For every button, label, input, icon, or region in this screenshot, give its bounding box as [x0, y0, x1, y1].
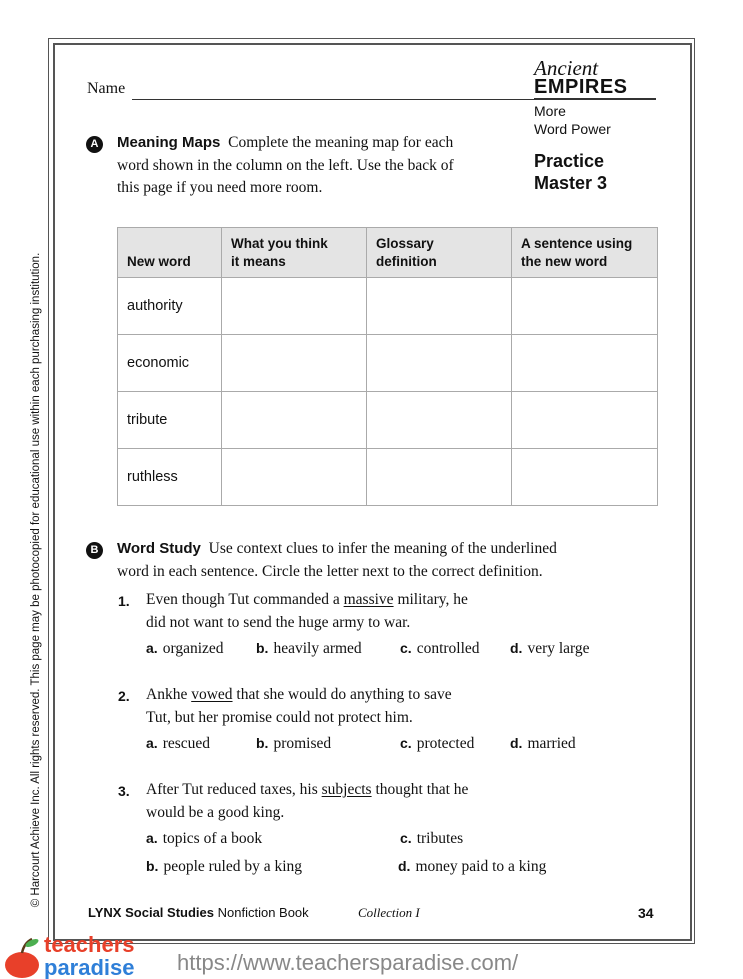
section-a-marker: A: [86, 136, 103, 153]
section-a-instructions: Meaning Maps Complete the meaning map for each word shown in the column on the left. Use the back of this page if you need more room.: [117, 134, 454, 196]
option-d[interactable]: d. very large: [510, 640, 590, 657]
table-row: [118, 335, 658, 392]
sentence-cell[interactable]: [512, 449, 658, 506]
table-row: [118, 392, 658, 449]
brand-divider: [534, 98, 656, 99]
definition-cell[interactable]: [367, 449, 512, 506]
option-c[interactable]: c. controlled: [400, 640, 480, 657]
section-a-heading: Meaning Maps: [117, 134, 221, 151]
definition-cell[interactable]: [367, 335, 512, 392]
question-3-text: After Tut reduced taxes, his subjects thought that he would be a good king.: [146, 781, 469, 821]
name-line[interactable]: [132, 99, 656, 100]
question-1-text: Even though Tut commanded a massive military, he did not want to send the huge army to war.: [146, 591, 468, 631]
header-what-you-think: What you think it means: [222, 228, 367, 278]
sentence-cell[interactable]: [512, 335, 658, 392]
option-d[interactable]: d. married: [510, 735, 576, 752]
option-b[interactable]: b. heavily armed: [256, 640, 362, 657]
section-b-heading: Word Study: [117, 540, 201, 557]
footer-book: Nonfiction Book: [217, 905, 309, 920]
logo-text-paradise: paradise: [44, 955, 135, 979]
word-cell: authority: [118, 278, 222, 335]
question-3-number: 3.: [118, 783, 130, 799]
option-a[interactable]: a. rescued: [146, 735, 211, 752]
footer-lynx: LYNX: [88, 905, 122, 920]
apple-icon: [5, 937, 40, 978]
question-2-number: 2.: [118, 688, 130, 704]
sentence-cell[interactable]: [512, 278, 658, 335]
header-new-word: New word: [118, 228, 222, 278]
header-glossary-definition: Glossary definition: [367, 228, 512, 278]
option-c[interactable]: c. tributes: [400, 830, 464, 847]
subtitle-line1: More: [534, 103, 566, 119]
subtitle-line2: Word Power: [534, 121, 611, 137]
option-b[interactable]: b. promised: [256, 735, 332, 752]
page-number: 34: [638, 905, 654, 921]
option-a[interactable]: a. organized: [146, 640, 224, 657]
footer-subject: Social Studies: [125, 905, 214, 920]
word-cell: tribute: [118, 392, 222, 449]
footer-collection: Collection I: [358, 905, 420, 920]
footer-book-info: [88, 905, 309, 920]
watermark-url[interactable]: https://www.teachersparadise.com/: [177, 950, 519, 975]
logo-text-teachers: teachers: [44, 932, 135, 957]
name-label: Name: [87, 80, 126, 97]
question-2-text: Ankhe vowed that she would do anything to save Tut, but her promise could not protect him.: [146, 686, 452, 726]
option-a[interactable]: a. topics of a book: [146, 830, 263, 847]
option-d[interactable]: d. money paid to a king: [398, 858, 547, 875]
meaning-cell[interactable]: [222, 392, 367, 449]
meaning-cell[interactable]: [222, 335, 367, 392]
practice-line1: Practice: [534, 151, 605, 171]
underlined-word: massive: [343, 591, 394, 608]
practice-line2: Master 3: [534, 173, 608, 193]
section-b-marker: B: [86, 542, 103, 559]
copyright-notice: © Harcourt Achieve Inc. All rights reserved. This page may be photocopied for educational use within each purchasing institution.: [30, 252, 42, 908]
underlined-word: subjects: [321, 781, 372, 798]
word-cell: economic: [118, 335, 222, 392]
table-row: [118, 278, 658, 335]
subtitle: [534, 102, 611, 138]
teachers-paradise-logo: [2, 929, 162, 979]
option-c[interactable]: c. protected: [400, 735, 475, 752]
underlined-word: vowed: [191, 686, 233, 703]
word-cell: ruthless: [118, 449, 222, 506]
practice-master-title: [534, 150, 607, 194]
section-b-instructions: Word Study Use context clues to infer the meaning of the underlined word in each sentence. Circle the letter next to the correct definition.: [117, 540, 557, 580]
definition-cell[interactable]: [367, 392, 512, 449]
meaning-map-table: [117, 227, 658, 506]
brand-title-bold: EMPIRES: [534, 76, 628, 98]
header-sentence: A sentence using the new word: [512, 228, 658, 278]
sentence-cell[interactable]: [512, 392, 658, 449]
question-1-number: 1.: [118, 593, 130, 609]
brand-title-italic: Ancient: [534, 56, 599, 80]
definition-cell[interactable]: [367, 278, 512, 335]
meaning-cell[interactable]: [222, 278, 367, 335]
table-row: [118, 449, 658, 506]
table-header-row: [118, 228, 658, 278]
option-b[interactable]: b. people ruled by a king: [146, 858, 303, 875]
meaning-cell[interactable]: [222, 449, 367, 506]
